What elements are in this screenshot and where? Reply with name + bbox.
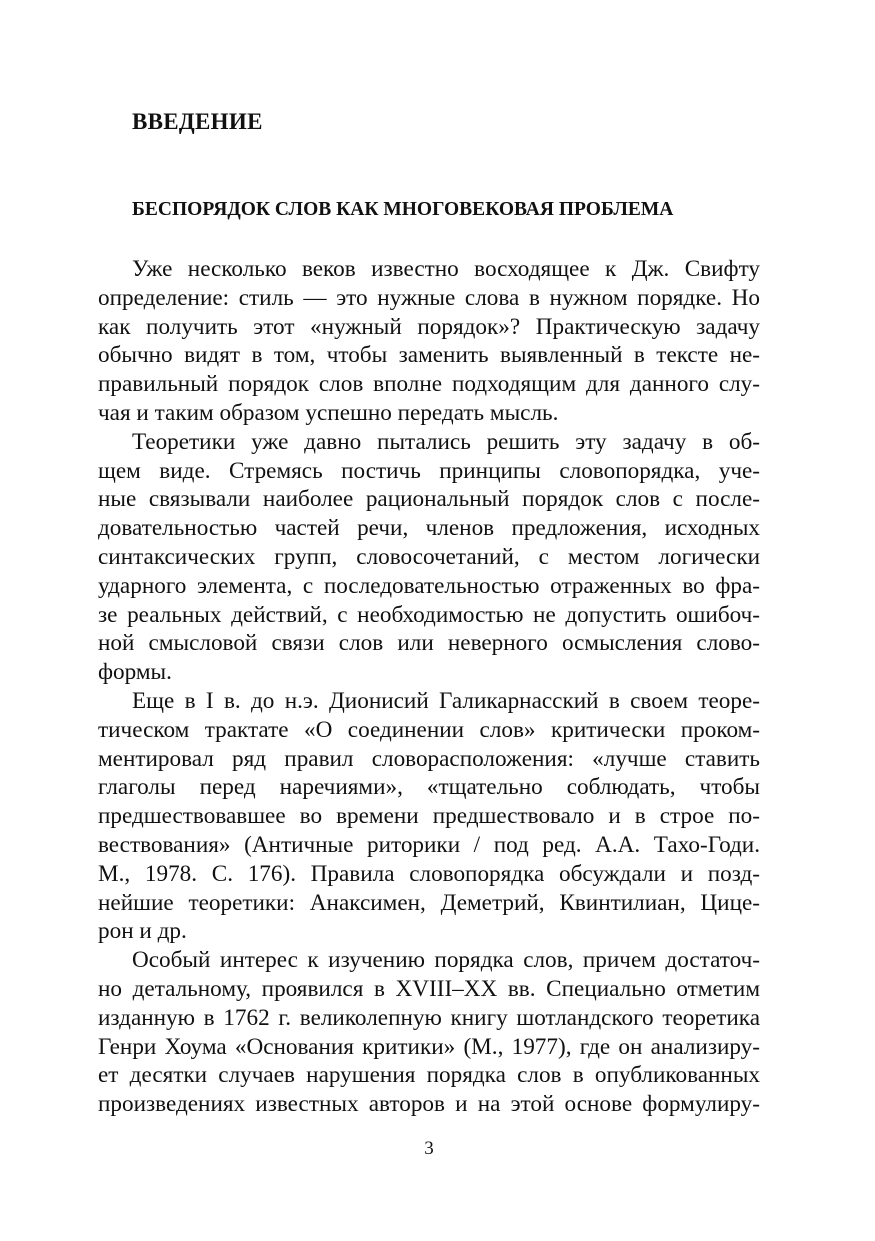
text-line: щем виде. Стремясь постичь принципы словопорядка, уче- [98,457,760,484]
text-line: довательностью частей речи, членов предложения, исходных [98,515,760,542]
text-line: определение: стиль — это нужные слова в нужном порядке. Но [98,284,760,311]
text-line: чая и таким образом успешно передать мысль. [98,399,559,426]
book-page [98,0,760,1241]
body-text [98,255,760,1119]
text-line: обычно видят в том, чтобы заменить выявленный в тексте не- [98,342,760,369]
chapter-title: ВВЕДЕНИЕ [132,109,263,134]
text-line: но детальному, проявился в XVIII–XX вв. Специально отметим [98,975,760,1002]
text-line: произведениях известных авторов и на этой основе формулиру- [98,1091,760,1118]
page-number: 3 [424,1138,434,1159]
text-line: нейшие теоретики: Анаксимен, Деметрий, Квинтилиан, Цице- [98,889,760,916]
text-line: вествования» (Античные риторики / под ред. А.А. Тахо-Годи. [98,831,760,858]
text-line: ной смысловой связи слов или неверного осмысления слово- [98,630,760,657]
text-line: зе реальных действий, с необходимостью не допустить ошибоч- [98,601,760,628]
text-line: рон и др. [98,918,187,945]
text-line: Особый интерес к изучению порядка слов, причем достаточ- [132,947,760,974]
text-line: изданную в 1762 г. великолепную книгу шотландского теоретика [98,1004,760,1031]
text-line: глаголы перед наречиями», «тщательно соблюдать, чтобы [98,774,760,801]
section-title: БЕСПОРЯДОК СЛОВ КАК МНОГОВЕКОВАЯ ПРОБЛЕМА [132,199,674,220]
text-line: синтаксических групп, словосочетаний, с местом логически [98,543,760,570]
text-line: ментировал ряд правил словорасположения: «лучше ставить [98,745,760,772]
text-line: правильный порядок слов вполне подходящим для данного слу- [98,371,760,398]
text-line: ные связывали наиболее рациональный порядок слов с после- [98,486,760,513]
text-line: М., 1978. С. 176). Правила словопорядка обсуждали и позд- [98,860,760,887]
text-line: ударного элемента, с последовательностью отраженных во фра- [98,572,760,599]
text-line: тическом трактате «О соединении слов» критически проком- [98,716,760,743]
text-line: Уже несколько веков известно восходящее к Дж. Свифту [132,256,760,282]
text-line: ет десятки случаев нарушения порядка слов в опубликованных [98,1062,760,1089]
text-line: предшествовавшее во времени предшествовало и в строе по- [98,803,760,830]
text-line: Теоретики уже давно пытались решить эту задачу в об- [132,428,760,455]
text-line: Генри Хоума «Основания критики» (М., 1977), где он анализиру- [98,1033,760,1060]
text-line: как получить этот «нужный порядок»? Практическую задачу [98,313,760,340]
text-line: Еще в I в. до н.э. Дионисий Галикарнасский в своем теоре- [132,687,760,714]
text-line: формы. [98,659,172,686]
